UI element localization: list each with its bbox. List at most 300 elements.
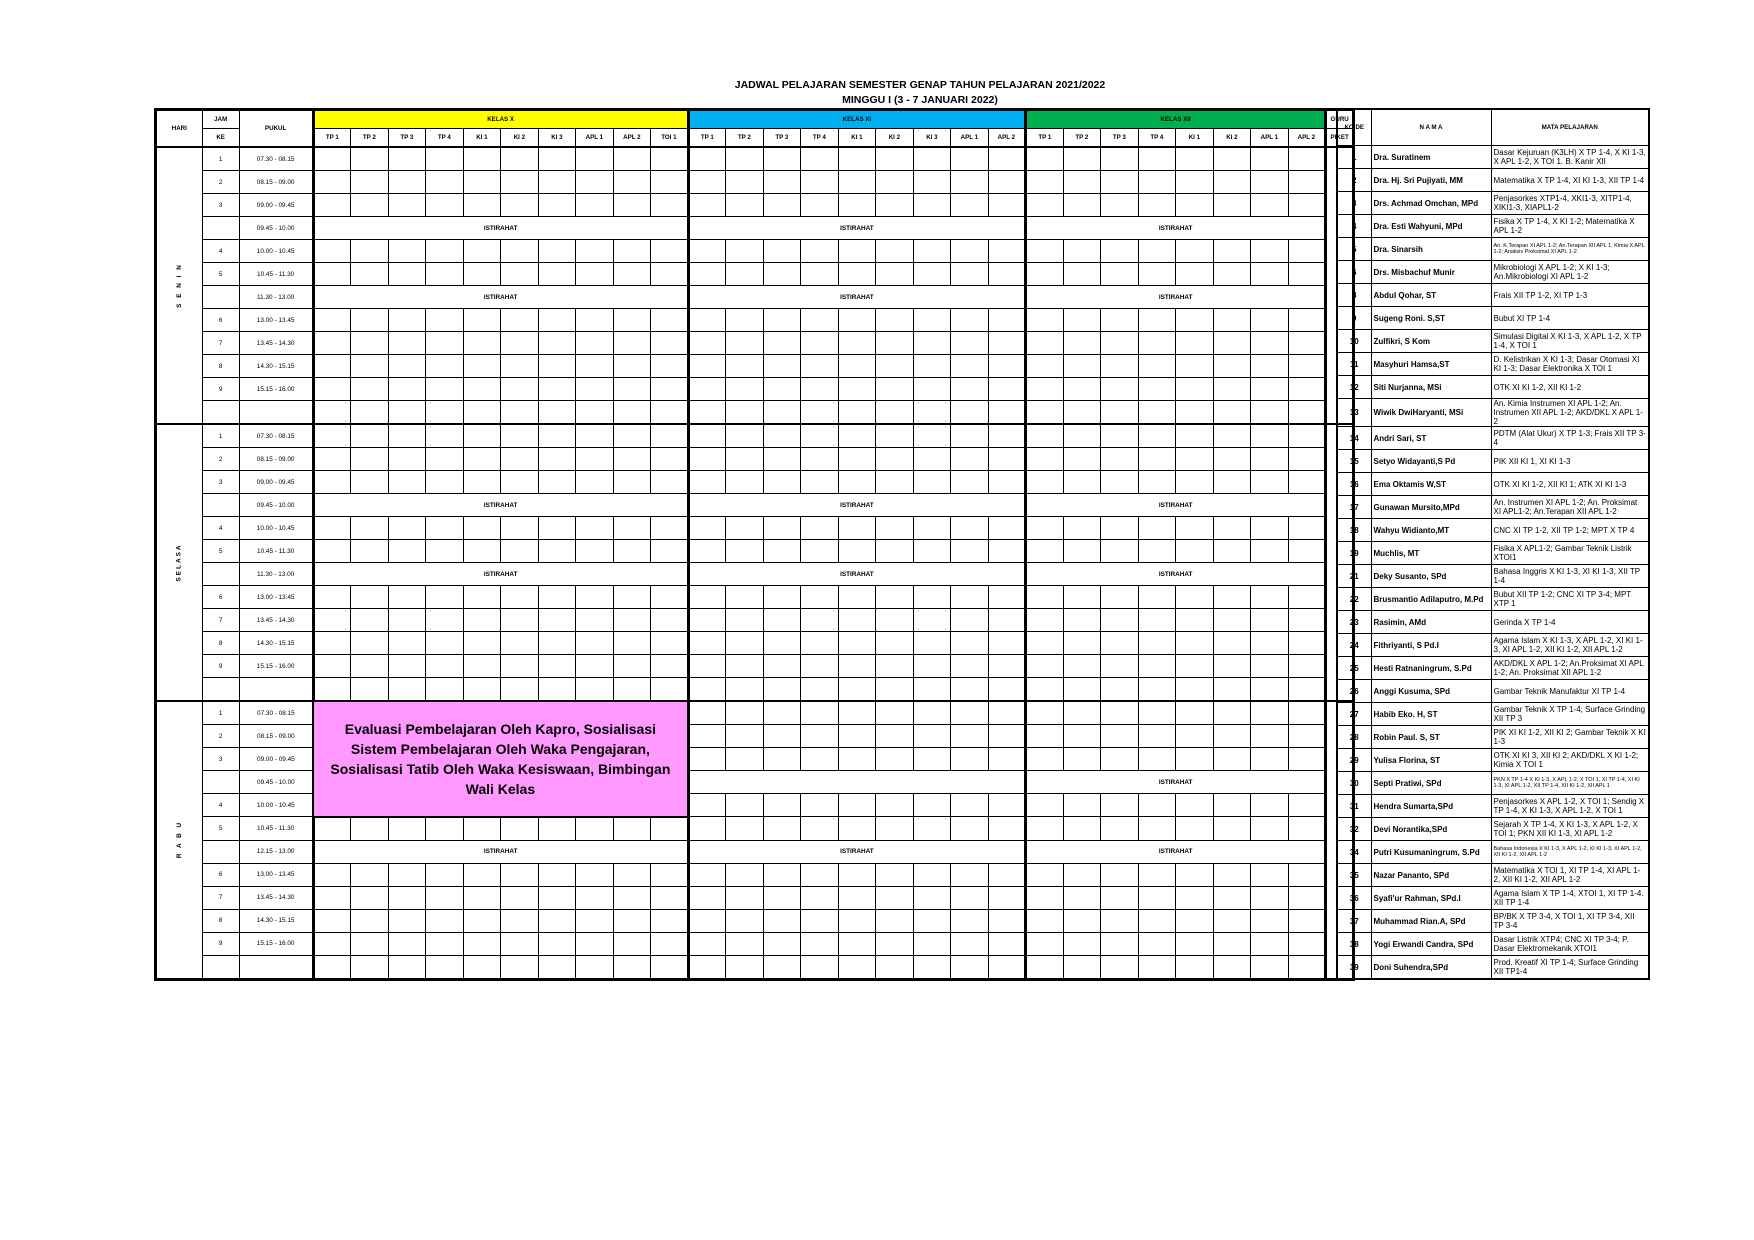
jam-ke: 6	[202, 586, 239, 609]
schedule-cell	[426, 517, 464, 540]
schedule-cell	[576, 332, 614, 355]
schedule-cell	[1101, 355, 1139, 378]
teacher-row	[1337, 772, 1649, 795]
teacher-subjects: Matematika X TOI 1, XI TP 1-4, XI APL 1-2, XII KI 1-2, XII APL 1-2	[1491, 864, 1649, 887]
schedule-cell	[651, 147, 689, 171]
teacher-row	[1337, 749, 1649, 772]
teacher-code: 25	[1337, 657, 1371, 680]
schedule-cell	[1176, 401, 1214, 425]
schedule-cell	[838, 540, 876, 563]
schedule-cell	[1176, 863, 1214, 886]
schedule-cell	[801, 725, 839, 748]
schedule-cell	[651, 378, 689, 401]
schedule-cell	[876, 332, 914, 355]
jam-ke: 4	[202, 794, 239, 817]
schedule-cell	[576, 909, 614, 932]
pukul: 13.45 - 14.30	[239, 609, 313, 632]
schedule-cell	[1176, 309, 1214, 332]
schedule-cell	[838, 632, 876, 655]
schedule-cell	[1026, 355, 1064, 378]
schedule-cell	[1176, 147, 1214, 171]
schedule-cell	[351, 886, 389, 909]
teacher-name: Hendra Sumarta,SPd	[1371, 795, 1491, 818]
class-column-header: APL 1	[1251, 129, 1289, 148]
schedule-cell	[538, 517, 576, 540]
teacher-row	[1337, 261, 1649, 284]
schedule-cell	[613, 171, 651, 194]
schedule-cell	[988, 932, 1026, 955]
schedule-cell	[801, 424, 839, 448]
schedule-cell	[1101, 471, 1139, 494]
schedule-cell	[463, 401, 501, 425]
schedule-cell	[1176, 932, 1214, 955]
schedule-cell	[951, 309, 989, 332]
schedule-cell	[988, 955, 1026, 979]
schedule-cell	[351, 471, 389, 494]
teacher-subjects: An. Instrumen XI APL 1-2; An. Proksimat XI APL1-2; An.Terapan XII APL 1-2	[1491, 496, 1649, 519]
schedule-cell	[1138, 817, 1176, 841]
class-column-header: TP 1	[313, 129, 351, 148]
schedule-cell	[913, 955, 951, 979]
teacher-code: 24	[1337, 634, 1371, 657]
schedule-cell	[726, 748, 764, 771]
schedule-cell	[651, 309, 689, 332]
teacher-row	[1337, 238, 1649, 261]
schedule-cell	[1288, 655, 1326, 678]
schedule-cell	[501, 678, 539, 702]
teacher-code: 23	[1337, 611, 1371, 634]
class-column-header: TP 1	[688, 129, 726, 148]
schedule-cell	[651, 171, 689, 194]
schedule-cell	[988, 609, 1026, 632]
schedule-cell	[1213, 471, 1251, 494]
schedule-cell	[801, 794, 839, 817]
schedule-cell	[1026, 748, 1064, 771]
schedule-cell	[1101, 147, 1139, 171]
schedule-cell	[1063, 355, 1101, 378]
teacher-name: Septi Pratiwi, SPd	[1371, 772, 1491, 795]
schedule-cell	[1251, 955, 1289, 979]
schedule-cell	[576, 540, 614, 563]
schedule-cell	[1101, 540, 1139, 563]
istirahat-cell: ISTIRAHAT	[1026, 840, 1326, 863]
schedule-cell	[538, 817, 576, 841]
teacher-code: 29	[1337, 749, 1371, 772]
schedule-cell	[1063, 932, 1101, 955]
schedule-cell	[1138, 424, 1176, 448]
schedule-cell	[463, 886, 501, 909]
schedule-cell	[463, 540, 501, 563]
schedule-cell	[1138, 194, 1176, 217]
schedule-cell	[1213, 609, 1251, 632]
schedule-cell	[576, 194, 614, 217]
schedule-cell	[651, 909, 689, 932]
schedule-cell	[1176, 378, 1214, 401]
schedule-cell	[688, 632, 726, 655]
teacher-name: Dra. Suratinem	[1371, 146, 1491, 169]
schedule-cell	[1251, 655, 1289, 678]
schedule-cell	[388, 909, 426, 932]
schedule-cell	[1138, 471, 1176, 494]
schedule-cell	[1213, 378, 1251, 401]
day-name: SELASA	[175, 543, 183, 582]
schedule-cell	[351, 448, 389, 471]
schedule-cell	[313, 609, 351, 632]
schedule-cell	[1213, 401, 1251, 425]
schedule-cell	[988, 817, 1026, 841]
schedule-cell	[726, 194, 764, 217]
schedule-cell	[951, 517, 989, 540]
schedule-cell	[1213, 655, 1251, 678]
teacher-row	[1337, 634, 1649, 657]
schedule-cell	[951, 955, 989, 979]
class-column-header: TP 2	[1063, 129, 1101, 148]
teacher-row	[1337, 376, 1649, 399]
schedule-cell	[913, 263, 951, 286]
schedule-table	[154, 108, 1355, 981]
schedule-cell	[801, 171, 839, 194]
schedule-cell	[913, 748, 951, 771]
schedule-cell	[913, 332, 951, 355]
day-label	[156, 424, 203, 701]
schedule-cell	[538, 378, 576, 401]
schedule-cell	[501, 147, 539, 171]
schedule-cell	[463, 194, 501, 217]
schedule-cell	[538, 955, 576, 979]
kelas-header: KELAS X	[313, 110, 688, 129]
schedule-cell	[688, 886, 726, 909]
schedule-cell	[576, 586, 614, 609]
schedule-cell	[1176, 678, 1214, 702]
jam-ke	[202, 955, 239, 979]
schedule-cell	[313, 863, 351, 886]
schedule-cell	[501, 817, 539, 841]
teacher-code: 27	[1337, 703, 1371, 726]
schedule-cell	[951, 725, 989, 748]
schedule-cell	[801, 401, 839, 425]
schedule-cell	[1138, 263, 1176, 286]
jam-ke: 7	[202, 886, 239, 909]
schedule-cell	[1101, 886, 1139, 909]
schedule-cell	[351, 424, 389, 448]
schedule-cell	[1213, 632, 1251, 655]
schedule-cell	[576, 355, 614, 378]
pukul: 10.45 - 11.30	[239, 540, 313, 563]
schedule-cell	[1138, 401, 1176, 425]
schedule-cell	[351, 171, 389, 194]
schedule-cell	[988, 309, 1026, 332]
teacher-row	[1337, 887, 1649, 910]
pukul: 12.15 - 13.00	[239, 840, 313, 863]
schedule-cell	[651, 448, 689, 471]
pukul	[239, 678, 313, 702]
teacher-code: 18	[1337, 519, 1371, 542]
schedule-cell	[801, 701, 839, 725]
schedule-cell	[1101, 401, 1139, 425]
schedule-cell	[651, 955, 689, 979]
teacher-subjects: Penjasorkes XTP1-4, XKI1-3, XITP1-4, XIKI1-3, XIAPL1-2	[1491, 192, 1649, 215]
pukul: 11.30 - 13.00	[239, 563, 313, 586]
schedule-cell	[388, 309, 426, 332]
schedule-cell	[988, 194, 1026, 217]
teacher-subjects: Penjasorkes X APL 1-2, X TOI 1; Sendig X TP 1-4, X KI 1-3, X APL 1-2, X TOI 1	[1491, 795, 1649, 818]
schedule-cell	[1138, 171, 1176, 194]
schedule-cell	[1288, 171, 1326, 194]
schedule-cell	[388, 863, 426, 886]
schedule-cell	[913, 471, 951, 494]
kelas-header: KELAS XII	[1026, 110, 1326, 129]
mapel-header: MATA PELAJARAN	[1491, 109, 1649, 146]
schedule-cell	[1026, 701, 1064, 725]
schedule-cell	[951, 863, 989, 886]
schedule-cell	[801, 540, 839, 563]
schedule-cell	[951, 540, 989, 563]
schedule-cell	[651, 863, 689, 886]
schedule-cell	[1063, 886, 1101, 909]
schedule-cell	[388, 147, 426, 171]
schedule-cell	[426, 955, 464, 979]
schedule-cell	[951, 655, 989, 678]
schedule-cell	[801, 471, 839, 494]
schedule-cell	[1026, 655, 1064, 678]
rabu-activity-note: Evaluasi Pembelajaran Oleh Kapro, Sosialisasi Sistem Pembelajaran Oleh Waka Pengajaran, Sosialisasi Tatib Oleh Waka Kesiswaan, Bimbingan Wali Kelas	[313, 701, 688, 817]
schedule-cell	[351, 955, 389, 979]
schedule-cell	[688, 263, 726, 286]
schedule-cell	[1101, 448, 1139, 471]
pukul: 08.15 - 09.00	[239, 171, 313, 194]
schedule-cell	[351, 332, 389, 355]
schedule-cell	[801, 817, 839, 841]
schedule-cell	[913, 586, 951, 609]
schedule-cell	[688, 194, 726, 217]
schedule-cell	[1101, 517, 1139, 540]
istirahat-cell: ISTIRAHAT	[313, 494, 688, 517]
schedule-cell	[1026, 609, 1064, 632]
schedule-cell	[1026, 909, 1064, 932]
schedule-cell	[388, 378, 426, 401]
schedule-cell	[1026, 886, 1064, 909]
teacher-row	[1337, 427, 1649, 450]
pukul: 08.15 - 09.00	[239, 725, 313, 748]
schedule-cell	[1063, 194, 1101, 217]
class-column-header: TP 4	[801, 129, 839, 148]
teacher-row	[1337, 657, 1649, 680]
schedule-cell	[951, 471, 989, 494]
schedule-cell	[726, 240, 764, 263]
schedule-cell	[763, 655, 801, 678]
schedule-cell	[1251, 725, 1289, 748]
schedule-cell	[351, 194, 389, 217]
teacher-code: 37	[1337, 910, 1371, 933]
teacher-code: 26	[1337, 680, 1371, 703]
schedule-cell	[1101, 194, 1139, 217]
teacher-row	[1337, 933, 1649, 956]
teacher-code: 2	[1337, 169, 1371, 192]
schedule-cell	[726, 678, 764, 702]
schedule-cell	[1288, 909, 1326, 932]
schedule-cell	[651, 586, 689, 609]
schedule-cell	[763, 194, 801, 217]
schedule-cell	[726, 309, 764, 332]
class-column-header: APL 1	[576, 129, 614, 148]
schedule-cell	[1063, 794, 1101, 817]
schedule-cell	[913, 517, 951, 540]
schedule-cell	[913, 401, 951, 425]
schedule-cell	[1251, 540, 1289, 563]
teacher-name: Andri Sari, ST	[1371, 427, 1491, 450]
schedule-cell	[876, 540, 914, 563]
schedule-cell	[801, 748, 839, 771]
schedule-cell	[726, 586, 764, 609]
schedule-cell	[651, 471, 689, 494]
teacher-row	[1337, 841, 1649, 864]
schedule-cell	[1251, 932, 1289, 955]
schedule-cell	[988, 401, 1026, 425]
schedule-cell	[576, 955, 614, 979]
schedule-cell	[426, 655, 464, 678]
schedule-cell	[1213, 309, 1251, 332]
schedule-cell	[913, 932, 951, 955]
schedule-cell	[1063, 240, 1101, 263]
schedule-cell	[463, 378, 501, 401]
schedule-cell	[313, 955, 351, 979]
teacher-name: Yogi Erwandi Candra, SPd	[1371, 933, 1491, 956]
schedule-cell	[576, 147, 614, 171]
teacher-name: Drs. Achmad Omchan, MPd	[1371, 192, 1491, 215]
schedule-cell	[763, 355, 801, 378]
teacher-name: Habib Eko. H, ST	[1371, 703, 1491, 726]
schedule-cell	[613, 147, 651, 171]
schedule-cell	[1213, 701, 1251, 725]
schedule-cell	[688, 355, 726, 378]
istirahat-cell: ISTIRAHAT	[688, 563, 1026, 586]
schedule-cell	[313, 932, 351, 955]
schedule-cell	[726, 171, 764, 194]
schedule-cell	[651, 632, 689, 655]
schedule-cell	[876, 263, 914, 286]
teacher-subjects: Bubut XII TP 1-2; CNC XI TP 3-4; MPT XTP 1	[1491, 588, 1649, 611]
teacher-subjects: Prod. Kreatif XI TP 1-4; Surface Grinding XII TP1-4	[1491, 956, 1649, 980]
schedule-cell	[351, 909, 389, 932]
schedule-cell	[313, 655, 351, 678]
schedule-cell	[576, 378, 614, 401]
jam-ke	[202, 840, 239, 863]
schedule-cell	[876, 448, 914, 471]
jam-ke	[202, 563, 239, 586]
schedule-cell	[763, 171, 801, 194]
schedule-cell	[1063, 147, 1101, 171]
schedule-cell	[763, 725, 801, 748]
schedule-cell	[1138, 609, 1176, 632]
schedule-cell	[576, 401, 614, 425]
schedule-cell	[1176, 263, 1214, 286]
schedule-cell	[313, 194, 351, 217]
schedule-cell	[1101, 378, 1139, 401]
schedule-cell	[876, 678, 914, 702]
jam-ke	[202, 286, 239, 309]
schedule-cell	[501, 171, 539, 194]
schedule-cell	[951, 240, 989, 263]
schedule-cell	[1063, 401, 1101, 425]
schedule-cell	[838, 609, 876, 632]
istirahat-cell: ISTIRAHAT	[313, 840, 688, 863]
schedule-cell	[613, 471, 651, 494]
schedule-cell	[1138, 448, 1176, 471]
schedule-cell	[1138, 932, 1176, 955]
teacher-row	[1337, 496, 1649, 519]
class-column-header: TOI 1	[651, 129, 689, 148]
schedule-cell	[1138, 632, 1176, 655]
schedule-cell	[651, 401, 689, 425]
schedule-cell	[1251, 240, 1289, 263]
pukul: 11.30 - 13.00	[239, 286, 313, 309]
jam-ke: 2	[202, 725, 239, 748]
istirahat-cell: ISTIRAHAT	[1026, 563, 1326, 586]
schedule-cell	[501, 517, 539, 540]
schedule-cell	[463, 655, 501, 678]
pukul: 09.00 - 09.45	[239, 194, 313, 217]
teacher-code: 34	[1337, 841, 1371, 864]
schedule-cell	[388, 194, 426, 217]
schedule-cell	[726, 540, 764, 563]
schedule-cell	[688, 401, 726, 425]
schedule-cell	[763, 909, 801, 932]
schedule-cell	[426, 448, 464, 471]
schedule-cell	[1026, 955, 1064, 979]
schedule-cell	[801, 886, 839, 909]
kode-header: KO DE	[1337, 109, 1371, 146]
schedule-cell	[763, 932, 801, 955]
teacher-code: 9	[1337, 307, 1371, 330]
jam-ke: 1	[202, 147, 239, 171]
schedule-cell	[838, 355, 876, 378]
teacher-row	[1337, 284, 1649, 307]
schedule-cell	[501, 378, 539, 401]
schedule-cell	[913, 632, 951, 655]
schedule-cell	[426, 471, 464, 494]
schedule-cell	[1176, 332, 1214, 355]
teacher-row	[1337, 542, 1649, 565]
schedule-cell	[1026, 194, 1064, 217]
schedule-cell	[1251, 632, 1289, 655]
schedule-cell	[426, 194, 464, 217]
schedule-cell	[763, 309, 801, 332]
schedule-cell	[988, 171, 1026, 194]
schedule-cell	[1026, 309, 1064, 332]
class-column-header: KI 3	[538, 129, 576, 148]
schedule-cell	[538, 332, 576, 355]
schedule-cell	[1288, 194, 1326, 217]
schedule-cell	[576, 471, 614, 494]
schedule-cell	[613, 886, 651, 909]
schedule-cell	[988, 632, 1026, 655]
schedule-cell	[1138, 748, 1176, 771]
schedule-cell	[1026, 863, 1064, 886]
schedule-cell	[763, 401, 801, 425]
schedule-cell	[951, 886, 989, 909]
schedule-cell	[988, 655, 1026, 678]
schedule-cell	[913, 194, 951, 217]
schedule-cell	[426, 540, 464, 563]
schedule-cell	[838, 471, 876, 494]
schedule-cell	[313, 909, 351, 932]
pukul: 13.45 - 14.30	[239, 332, 313, 355]
schedule-cell	[1101, 171, 1139, 194]
schedule-cell	[1213, 748, 1251, 771]
teacher-code: 39	[1337, 956, 1371, 980]
schedule-cell	[726, 886, 764, 909]
schedule-cell	[1176, 725, 1214, 748]
